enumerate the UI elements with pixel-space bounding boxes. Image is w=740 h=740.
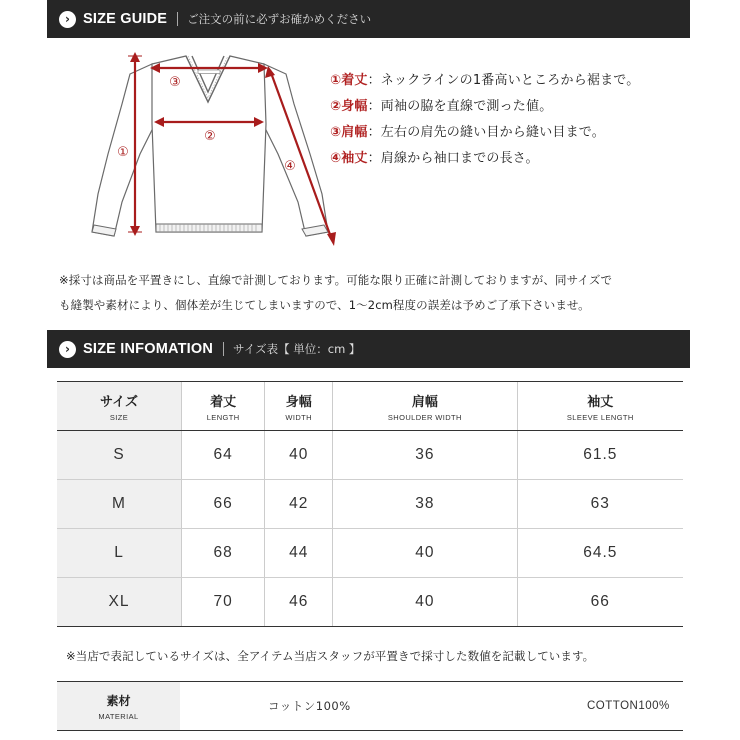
shoulder-cell: 38 — [333, 480, 517, 529]
table-row — [57, 431, 683, 480]
size-cell: XL — [57, 578, 182, 627]
header-shoulder-width: 肩幅 SHOULDER WIDTH — [333, 382, 517, 431]
ribbing — [92, 224, 328, 236]
chevron-right-icon: › — [59, 341, 76, 358]
size-info-subtitle: サイズ表【 単位：cm 】 — [233, 342, 361, 356]
size-cell: M — [57, 480, 182, 529]
right-sleeve — [258, 64, 328, 236]
marker-width: ② — [204, 129, 216, 144]
material-row — [57, 682, 683, 731]
header-divider — [223, 342, 224, 356]
size-cell: S — [57, 431, 182, 480]
size-guide-subtitle: ご注文の前に必ずお確かめください — [187, 12, 372, 26]
legend-width: ②身幅：両袖の脇を直線で測った値。 — [330, 99, 553, 114]
shoulder-cell: 36 — [333, 431, 517, 480]
size-info-header — [47, 330, 690, 368]
table-row — [57, 578, 683, 627]
length-cell: 64 — [182, 431, 265, 480]
size-cell: L — [57, 529, 182, 578]
sleeve-cell: 64.5 — [517, 529, 683, 578]
size-guide-title: SIZE GUIDE — [83, 11, 168, 27]
size-info-title: SIZE INFOMATION — [83, 341, 214, 357]
size-table — [57, 381, 683, 627]
measurement-note-line2: も縫製や素材により、個体差が生じてしまいますので、1～2cm程度の誤差は予めご了承下さいませ。 — [59, 298, 590, 312]
material-value-en: COTTON100% — [489, 682, 683, 731]
marker-shoulder: ③ — [169, 75, 181, 90]
sleeve-cell: 63 — [517, 480, 683, 529]
legend-shoulder: ③肩幅：左右の肩先の縫い目から縫い目まで。 — [330, 125, 605, 140]
material-table — [57, 681, 683, 731]
shoulder-cell: 40 — [333, 578, 517, 627]
material-label: 素材 MATERIAL — [57, 682, 180, 731]
size-guide-header — [47, 0, 690, 38]
material-value-jp: コットン100% — [180, 682, 489, 731]
sweater-diagram — [78, 44, 340, 258]
width-cell: 46 — [265, 578, 333, 627]
measurement-note-line1: ※採寸は商品を平置きにし、直線で計測しております。可能な限り正確に計測しておりますが、同サイズで — [59, 273, 613, 287]
chevron-right-icon: › — [59, 11, 76, 28]
table-row — [57, 480, 683, 529]
size-table-note: ※当店で表記しているサイズは、全アイテム当店スタッフが平置きで採寸した数値を記載しています。 — [66, 649, 595, 663]
header-sleeve-length: 袖丈 SLEEVE LENGTH — [517, 382, 683, 431]
width-cell: 40 — [265, 431, 333, 480]
marker-sleeve: ④ — [284, 159, 296, 174]
table-row — [57, 529, 683, 578]
legend-sleeve: ④袖丈：肩線から袖口までの長さ。 — [330, 151, 539, 166]
sleeve-cell: 66 — [517, 578, 683, 627]
table-header-row — [57, 382, 683, 431]
length-cell: 70 — [182, 578, 265, 627]
marker-length: ① — [117, 145, 129, 160]
sleeve-cell: 61.5 — [517, 431, 683, 480]
width-cell: 42 — [265, 480, 333, 529]
header-length: 着丈 LENGTH — [182, 382, 265, 431]
label-tag — [198, 70, 220, 74]
header-width: 身幅 WIDTH — [265, 382, 333, 431]
width-cell: 44 — [265, 529, 333, 578]
header-divider — [177, 12, 178, 26]
legend-length: ①着丈：ネックラインの1番高いところから裾まで。 — [330, 73, 640, 88]
length-cell: 66 — [182, 480, 265, 529]
shoulder-cell: 40 — [333, 529, 517, 578]
length-cell: 68 — [182, 529, 265, 578]
header-size: サイズ SIZE — [57, 382, 182, 431]
